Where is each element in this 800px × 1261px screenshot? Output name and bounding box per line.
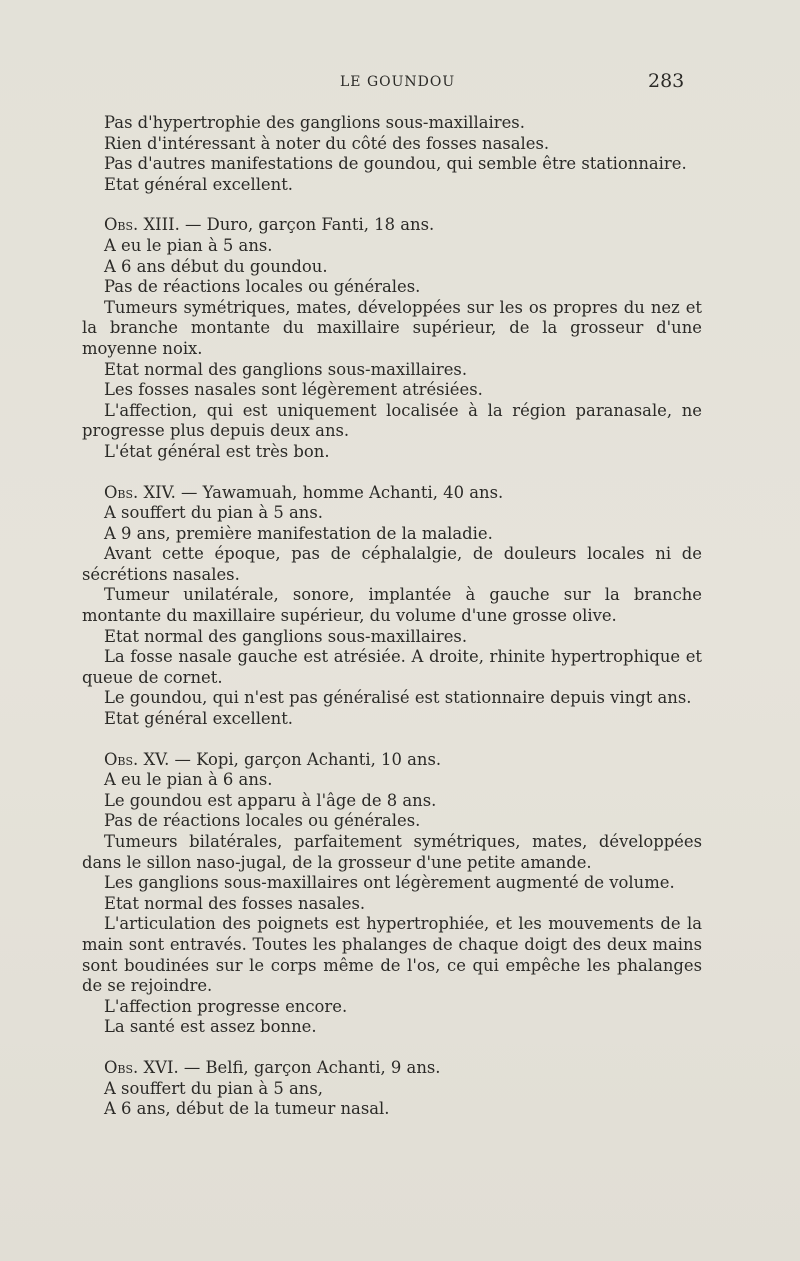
obs-prefix: Obs. xyxy=(104,482,139,502)
paragraph: Tumeur unilatérale, sonore, implantée à gauche sur la branche montante du maxillaire supérieur, du volume d'une grosse olive. xyxy=(82,585,702,626)
page-header xyxy=(0,70,800,94)
observation-heading-15 xyxy=(82,750,702,771)
obs-title: XIII. — Duro, garçon Fanti, 18 ans. xyxy=(143,215,435,235)
paragraph: Pas d'autres manifestations de goundou, qui semble être stationnaire. xyxy=(104,154,687,174)
paragraph: Etat normal des ganglions sous-maxillaires. xyxy=(104,359,468,379)
observation-heading-13 xyxy=(82,215,702,236)
paragraph: Rien d'intéressant à noter du côté des fosses nasales. xyxy=(104,133,550,153)
paragraph: Etat normal des fosses nasales. xyxy=(104,893,366,913)
paragraph: Le goundou est apparu à l'âge de 8 ans. xyxy=(104,790,437,810)
paragraph: Tumeurs bilatérales, parfaitement symétriques, mates, développées dans le sillon naso-jugal, de la grosseur d'une petite amande. xyxy=(82,832,702,872)
obs-prefix: Obs. xyxy=(104,1057,139,1077)
paragraph: Avant cette époque, pas de céphalalgie, de douleurs locales ni de sécrétions nasales. xyxy=(82,544,702,584)
paragraph: Etat normal des ganglions sous-maxillaires. xyxy=(104,626,468,646)
paragraph: Les fosses nasales sont légèrement atrésiées. xyxy=(104,380,483,400)
running-title: LE GOUNDOU xyxy=(340,74,456,90)
obs-prefix: Obs. xyxy=(104,749,139,769)
paragraph: A eu le pian à 5 ans. xyxy=(104,235,273,255)
body-text xyxy=(82,113,702,1120)
paragraph: L'affection progresse encore. xyxy=(104,996,348,1016)
paragraph: A eu le pian à 6 ans. xyxy=(104,770,273,790)
paragraph: Etat général excellent. xyxy=(104,174,293,194)
paragraph: L'affection, qui est uniquement localisée à la région paranasale, ne progresse plus depuis deux ans. xyxy=(82,400,702,441)
paragraph: A souffert du pian à 5 ans. xyxy=(104,503,323,523)
paragraph: La fosse nasale gauche est atrésiée. A droite, rhinite hypertrophique et queue de cornet. xyxy=(82,647,702,687)
obs-title: XVI. — Belfi, garçon Achanti, 9 ans. xyxy=(143,1057,441,1077)
paragraph: La santé est assez bonne. xyxy=(104,1017,317,1037)
paragraph: A 6 ans, début de la tumeur nasal. xyxy=(104,1099,390,1119)
paragraph: A 9 ans, première manifestation de la maladie. xyxy=(104,523,493,543)
paragraph: A souffert du pian à 5 ans, xyxy=(104,1078,323,1098)
paragraph: Etat général excellent. xyxy=(104,709,293,729)
paragraph: Les ganglions sous-maxillaires ont légèrement augmenté de volume. xyxy=(104,873,675,893)
observation-heading-14 xyxy=(82,483,702,504)
paragraph: L'état général est très bon. xyxy=(104,441,330,461)
paragraph: A 6 ans début du goundou. xyxy=(104,256,328,276)
obs-prefix: Obs. xyxy=(104,215,139,235)
paragraph: Pas d'hypertrophie des ganglions sous-maxillaires. xyxy=(104,113,525,132)
paragraph: Pas de réactions locales ou générales. xyxy=(104,811,421,831)
observation-heading-16 xyxy=(82,1058,702,1079)
paragraph: Pas de réactions locales ou générales. xyxy=(104,277,421,297)
paragraph: Tumeurs symétriques, mates, développées sur les os propres du nez et la branche montante du maxillaire supérieur, de la grosseur d'une moyenne noix. xyxy=(82,297,702,358)
page-number: 283 xyxy=(648,70,685,92)
paragraph: Le goundou, qui n'est pas généralisé est stationnaire depuis vingt ans. xyxy=(104,688,692,708)
obs-title: XIV. — Yawamuah, homme Achanti, 40 ans. xyxy=(143,482,504,502)
obs-title: XV. — Kopi, garçon Achanti, 10 ans. xyxy=(143,749,442,769)
paragraph: L'articulation des poignets est hypertrophiée, et les mouvements de la main sont entravés. Toutes les phalanges de chaque doigt des deux mains sont boudinées sur le corps même de l'os, ce qui empêche les phalanges de se rejoindre. xyxy=(82,914,702,996)
